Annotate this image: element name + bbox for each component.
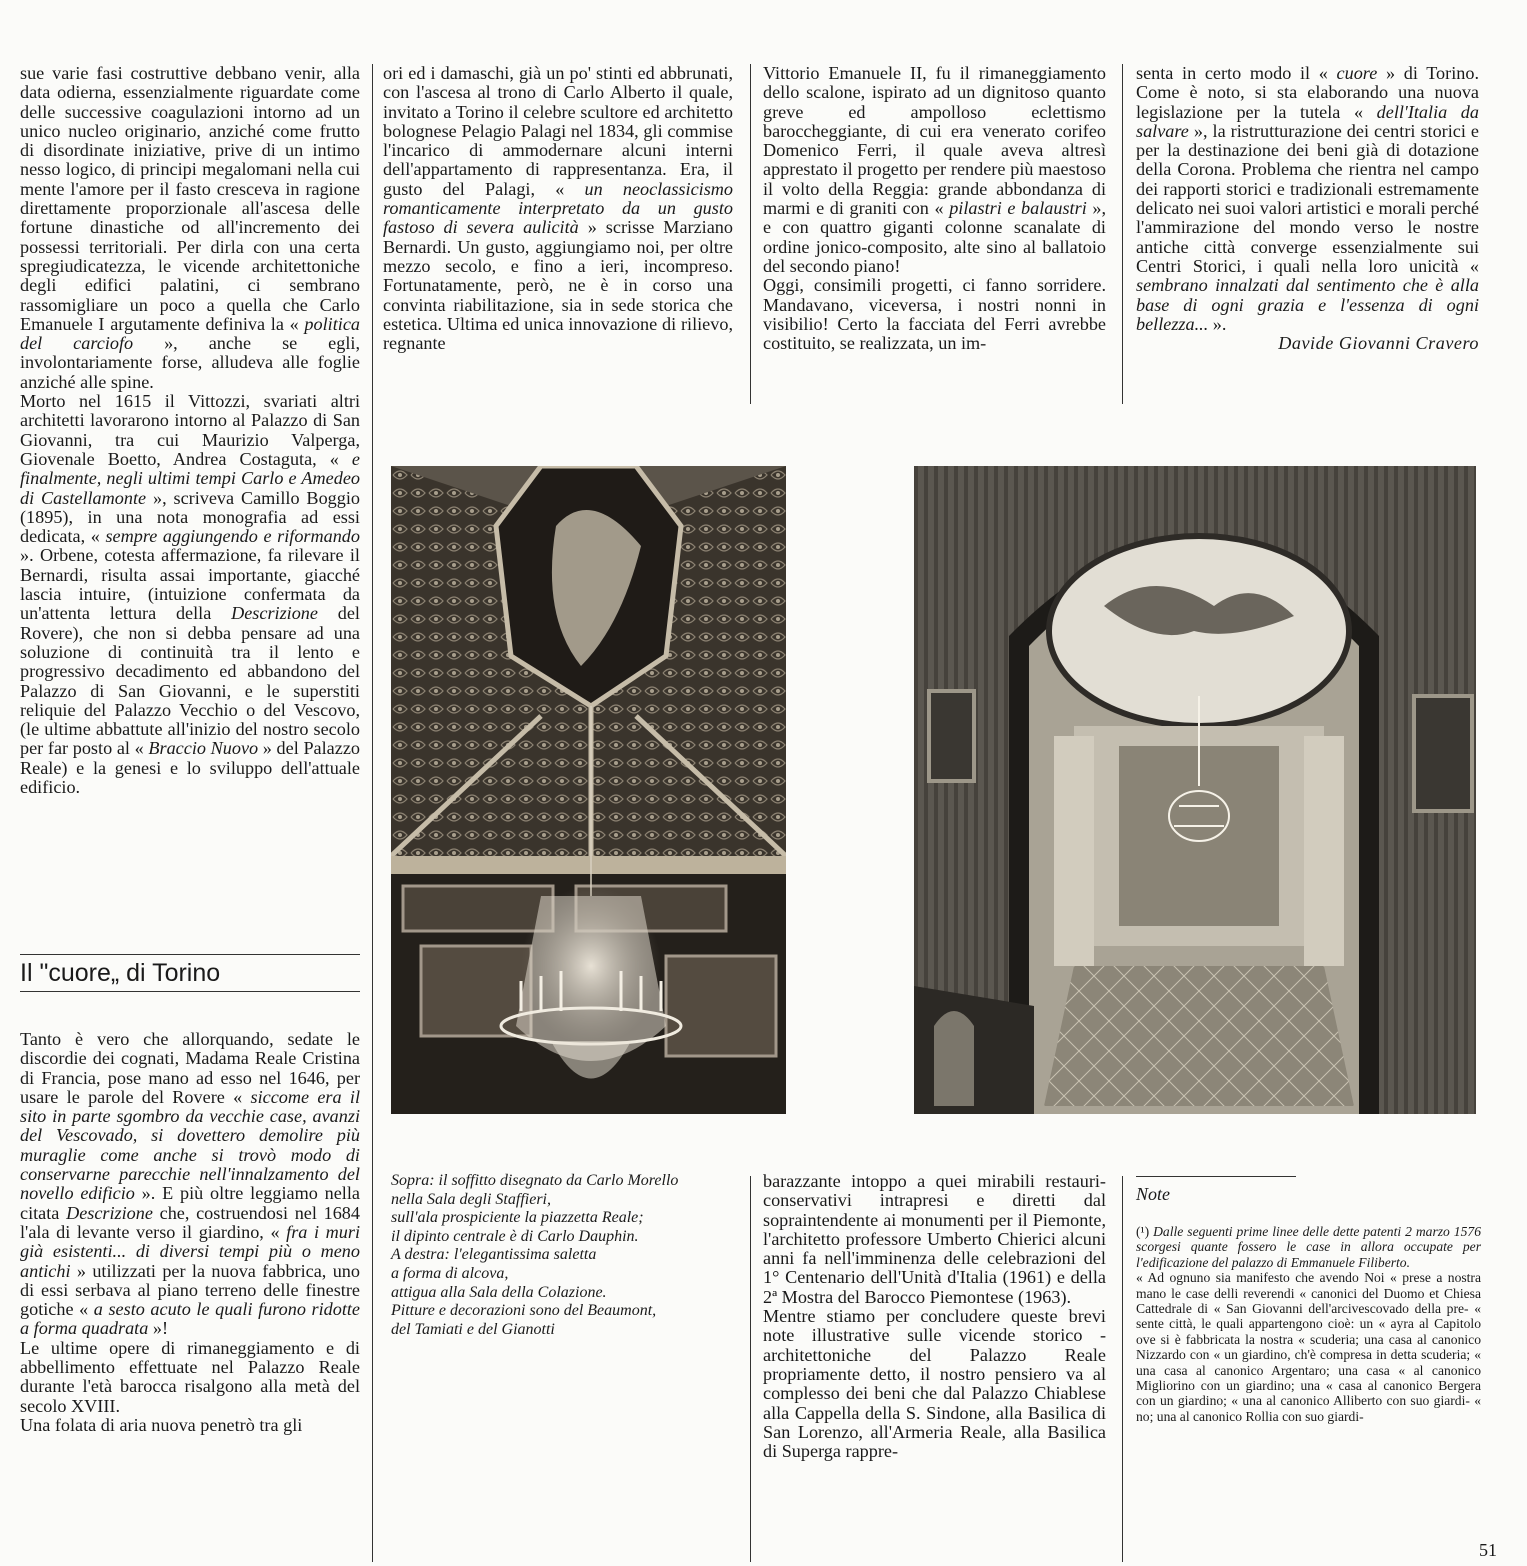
text-column-1 [20, 64, 360, 797]
paragraph: Oggi, consimili progetti, ci fanno sorridere. Mandavano, viceversa, i nostri nonni in visibilio! Certo la facciata del Ferri avrebbe costituito, se realizzata, un im- [763, 275, 1106, 354]
caption-line: sull'ala prospiciente la piazzetta Reale; [391, 1209, 644, 1227]
paragraph: Mentre stiamo per concludere queste brevi note illustrative sulle vicende storico - architettoniche del Palazzo Reale propriamente detto, il nostro pensiero va al complesso dei beni che dal Palazzo Chiablese alla Cappella della S. Sindone, alla Basilica di San Lorenzo, all'Armeria Reale, alla Basilica di Superga rappre- [763, 1306, 1106, 1462]
ceiling-photo [391, 466, 786, 1114]
paragraph: Le ultime opere di rimaneggiamento e di abbellimento effettuate nel Palazzo Reale durante l'età barocca risalgono alla metà del secolo XVIII. [20, 1337, 360, 1416]
ceiling-illustration [391, 466, 786, 1114]
paragraph: Una folata di aria nuova penetrò tra gli [20, 1414, 303, 1435]
text-column-4 [1136, 64, 1479, 353]
heading-rule-top [20, 954, 360, 955]
caption-line: Pitture e decorazioni sono del Beaumont, [391, 1302, 657, 1320]
caption-line: A destra: l'elegantissima saletta [391, 1246, 597, 1264]
caption-line: attigua alla Sala della Colazione. [391, 1283, 607, 1301]
text-column-2 [383, 64, 733, 353]
column-divider [750, 1176, 751, 1562]
paragraph: Tanto è vero che allorquando, sedate le discordie dei cognati, Madama Reale Cristina di Francia, pose mano ad esso nel 1646, per usare le parole del Rovere « siccome era il sito in parte sgombro da vecchie case, avanzi del Vescovado, si dovettero demolire più muraglie come anche si trovò modo di conservarne parecchie nell'innalzamento del novello edificio ». E più oltre leggiamo nella citata Descrizione che, costruendosi nel 1684 l'ala di levante verso il giardino, « fra i muri già esistenti... di diversi tempi più o meno antichi » utilizzati per la nuova fabbrica, uno di essi serbava al piano terreno delle finestre gotiche « a sesto acuto le quali furono ridotte a forma quadrata »! [20, 1029, 360, 1339]
text-column-3b [763, 1172, 1106, 1461]
section-heading: Il "cuore„ di Torino [20, 959, 221, 987]
caption-line: il dipinto centrale è di Carlo Dauphin. [391, 1227, 639, 1245]
alcove-illustration [914, 466, 1476, 1114]
photo-caption [391, 1172, 751, 1339]
notes-rule [1136, 1176, 1296, 1177]
notes-title: Note [1136, 1184, 1170, 1204]
column-divider [750, 64, 751, 404]
footnote-1-quote: « Ad ognuno sia manifesto che avendo Noi « prese a nostra mano le case delli reverendi « canonici del Duomo et Chiesa Cattedrale di « San Giovanni dell'arcivescovado della pre- « sente città, le quali appartengono cioè: un « ayra al Capitolo ove si è fabbricata la nostra « scuderia; una casa al canonico Nizzardo con « un giardino, ch'è compresa in detta scuderia; « una casa al canonico Argentaro; una casa « al canonico Migliorino con un giardino; una « casa al canonico Bergera con un giardino; « una al canonico Alliberto con suo giardi- « no; una al canonico Rollia con suo giardi- [1136, 1270, 1481, 1424]
paragraph: Vittorio Emanuele II, fu il rimaneggiamento dello scalone, ispirato ad un dignitoso quanto greve ed ampolloso eclettismo baroccheggiante, di cui era venerato corifeo Domenico Ferri, il quale aveva altresì apprestato il progetto per rendere più maestoso il volto della Reggia: grande abbondanza di marmi e di graniti con « pilastri e balaustri », e con quattro giganti colonne scanalate di ordine jonico-composito, alte sino al ballatoio del secondo piano! [763, 63, 1107, 276]
column-divider [1122, 1176, 1123, 1562]
footnote-1-intro: (¹) Dalle seguenti prime linee delle dette patenti 2 marzo 1576 scorgesi quante fossero le case in allora occupate per l'edificazione del palazzo di Emmanuele Filiberto. [1136, 1224, 1481, 1270]
paragraph: barazzante intoppo a quei mirabili restauri-conservativi intrapresi e diretti dal sopraintendente ai monumenti per il Piemonte, l'architetto professore Umberto Chierici alcuni anni fa nell'imminenza delle celebrazioni del 1° Centenario dell'Unità d'Italia (1961) e della 2ª Mostra del Barocco Piemontese (1963). [763, 1171, 1106, 1307]
text-column-3 [763, 64, 1106, 353]
caption-line: del Tamiati e del Gianotti [391, 1320, 555, 1338]
paragraph: ori ed i damaschi, già un po' stinti ed abbrunati, con l'ascesa al trono di Carlo Alberto il quale, invitato a Torino il celebre scultore ed architetto bolognese Pelagio Palagi nel 1834, gli commise l'incarico di ammodernare alcuni interni dell'appartamento di rappresentanza. Era, il gusto del Palagi, « un neoclassicismo romanticamente interpretato da un gusto fastoso di severa aulicità » scrisse Marziano Bernardi. Un gusto, aggiungiamo noi, per oltre mezzo secolo, e fino a ieri, incompreso. Fortunatamente, però, ne è in corso una convinta riabilitazione, sia in sede storica che estetica. Ultima ed unica innovazione di rilievo, regnante [383, 63, 733, 354]
paragraph: Morto nel 1615 il Vittozzi, svariati altri architetti lavorarono intorno al Palazzo di San Giovanni, tra cui Maurizio Valperga, Giovenale Boetto, Andrea Costaguta, « e finalmente, negli ultimi tempi Carlo e Amedeo di Castellamonte », scriveva Camillo Boggio (1895), in una nota monografia ad essi dedicata, « sempre aggiungendo e riformando ». Orbene, cotesta affermazione, fa rilevare il Bernardi, risulta assai importante, giacché lascia intuire, (intuizione confermata da un'attenta lettura della Descrizione del Rovere), che non si debba pensare ad una soluzione di continuità tra il lento e progressivo decadimento ed abbandono del Palazzo di San Giovanni, e le superstiti reliquie del Palazzo Vecchio o del Vescovo, (le ultime abbattute all'inizio del nostro secolo per far posto al « Braccio Nuovo » del Palazzo Reale) e la genesi e lo sviluppo dell'attuale edificio. [20, 391, 360, 797]
text-column-1b [20, 1030, 360, 1435]
column-divider [372, 64, 373, 1562]
caption-line: Sopra: il soffitto disegnato da Carlo Morello [391, 1172, 679, 1189]
footnotes [1136, 1224, 1481, 1424]
caption-line: nella Sala degli Staffieri, [391, 1190, 551, 1208]
author-signature: Davide Giovanni Cravero [1278, 333, 1479, 354]
column-divider [1122, 64, 1123, 404]
paragraph: senta in certo modo il « cuore » di Torino. Come è noto, si sta elaborando una nuova legislazione per la tutela « dell'Italia da salvare », la ristrutturazione dei centri storici e per la destinazione dei beni già di dotazione della Corona. Problema che rientra nel campo dei rapporti storici e tradizionali estremamente delicato nei suoi valori artistici e morali perché l'ammirazione del mondo verso le nostre antiche città converge essenzialmente sui Centri Storici, i quali nella loro unicità « sembrano innalzati dal sentimento che è alla base di ogni grazia e l'essenza di ogni bellezza... ». [1136, 63, 1479, 334]
alcove-photo [914, 466, 1476, 1114]
heading-rule-bottom [20, 991, 360, 992]
page-number: 51 [1479, 1540, 1497, 1560]
paragraph: sue varie fasi costruttive debbano venir, alla data odierna, essenzialmente riguardate come delle successive coagulazioni intorno ad un unico nucleo originario, anziché come frutto di disordinate iniziative, prive di un intimo nesso logico, di principi megalomani nella cui mente l'amore per il fasto cresceva in ragione direttamente proporzionale all'ascesa delle fortune dinastiche od all'incremento dei possessi territoriali. Per dirla con una certa spregiudicatezza, le vicende architettoniche degli edifici palatini, ci sembrano rassomigliare un poco a quella che Carlo Emanuele I argutamente definiva la « politica del carciofo », anche se egli, involontariamente forse, alludeva alle foglie anziché alle spine. [20, 63, 361, 392]
caption-line: a forma di alcova, [391, 1264, 509, 1282]
